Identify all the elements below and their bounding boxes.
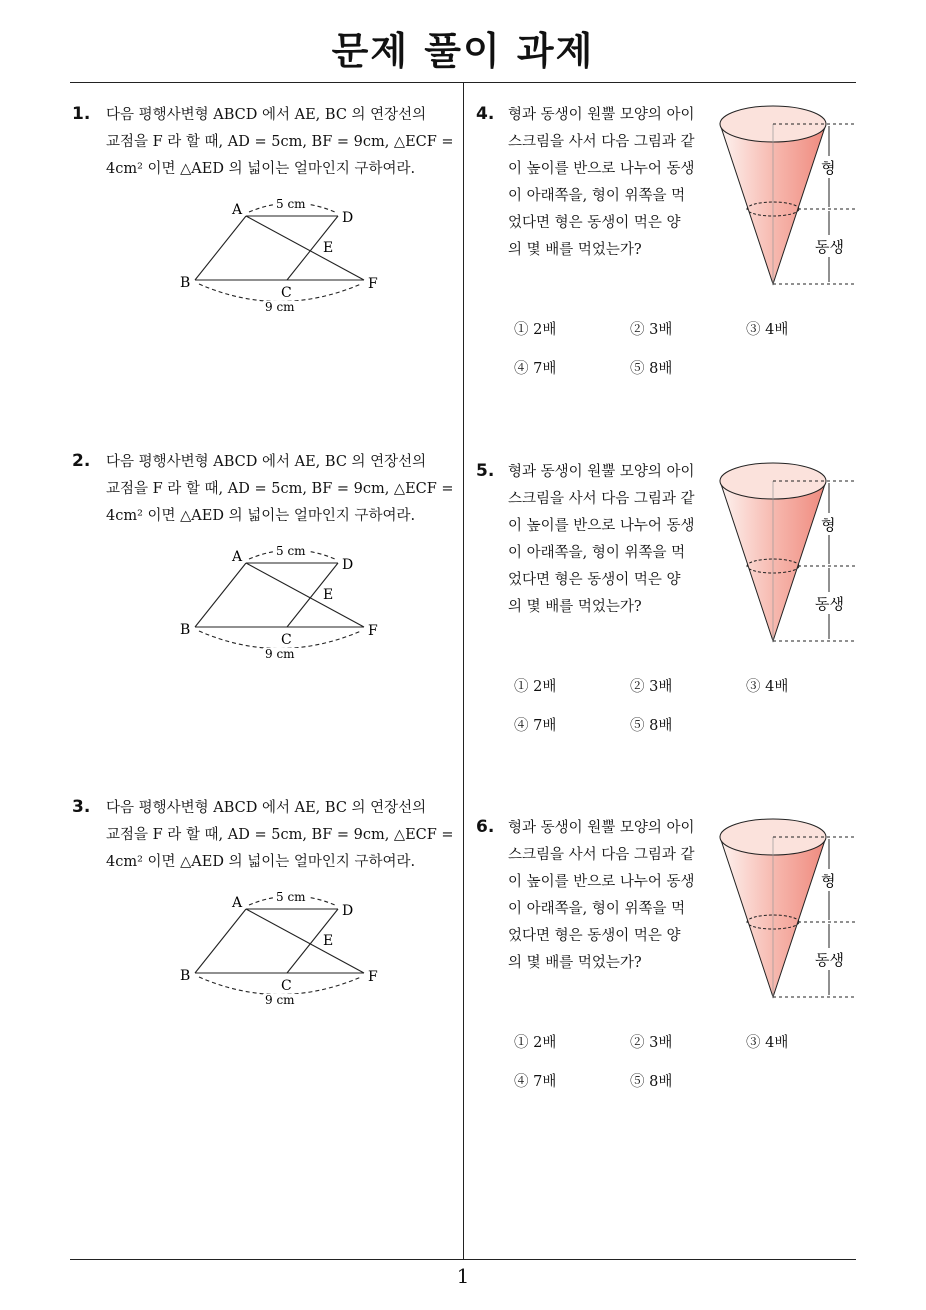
problem-line: 다음 평행사변형 ABCD 에서 AE, BC 의 연장선의 <box>106 454 427 470</box>
problem-line: 의 몇 배를 먹었는가? <box>508 955 642 971</box>
problem-line: 이 아래쪽을, 형이 위쪽을 먹 <box>508 901 686 917</box>
problem-line: 다음 평행사변형 ABCD 에서 AE, BC 의 연장선의 <box>106 800 427 816</box>
vertex-label-a: A <box>232 549 243 565</box>
problem-number: 4. <box>476 104 495 124</box>
problem-line: 이 아래쪽을, 형이 위쪽을 먹 <box>508 545 686 561</box>
vertex-label-e: E <box>323 587 334 603</box>
choice-3[interactable]: ③ 4배 <box>746 322 789 338</box>
icecream-cone-figure <box>716 104 856 294</box>
choice-1[interactable]: ① 2배 <box>514 679 557 695</box>
problem-line: 교점을 F 라 할 때, AD = 5cm, BF = 9cm, △ECF = <box>106 481 454 497</box>
bottom-length-label: 9 cm <box>265 993 295 1007</box>
problem-line: 이 높이를 반으로 나누어 동생 <box>508 518 695 534</box>
problem-number: 3. <box>72 797 91 817</box>
problem-line: 의 몇 배를 먹었는가? <box>508 242 642 258</box>
vertex-label-c: C <box>281 978 292 994</box>
vertex-label-a: A <box>232 895 243 911</box>
choice-4[interactable]: ④ 7배 <box>514 1074 557 1090</box>
vertex-label-e: E <box>323 933 334 949</box>
choice-4[interactable]: ④ 7배 <box>514 718 557 734</box>
footer-rule <box>70 1259 856 1260</box>
problem-text <box>106 449 456 530</box>
problem-text <box>106 102 456 183</box>
parallelogram-figure <box>177 541 397 666</box>
problem-text <box>508 815 703 977</box>
choice-2[interactable]: ② 3배 <box>630 1035 673 1051</box>
upper-part-label: 형 <box>821 872 836 890</box>
choice-1[interactable]: ① 2배 <box>514 322 557 338</box>
vertex-label-b: B <box>180 275 191 291</box>
column-divider <box>463 83 464 1259</box>
choice-5[interactable]: ⑤ 8배 <box>630 361 673 377</box>
choice-3[interactable]: ③ 4배 <box>746 679 789 695</box>
problem-line: 이 아래쪽을, 형이 위쪽을 먹 <box>508 188 686 204</box>
vertex-label-b: B <box>180 622 191 638</box>
parallelogram-figure <box>177 194 397 319</box>
problem-line: 형과 동생이 원뿔 모양의 아이 <box>508 820 695 836</box>
page-title: 문제 풀이 과제 <box>331 29 595 73</box>
vertex-label-d: D <box>342 557 354 573</box>
parallelogram-figure <box>177 887 397 1012</box>
vertex-label-f: F <box>368 276 378 292</box>
choice-3[interactable]: ③ 4배 <box>746 1035 789 1051</box>
upper-part-label: 형 <box>821 516 836 534</box>
vertex-label-d: D <box>342 210 354 226</box>
problem-text <box>508 102 703 264</box>
problem-line: 4cm² 이면 △AED 의 넓이는 얼마인지 구하여라. <box>106 508 416 524</box>
upper-part-label: 형 <box>821 159 836 177</box>
choice-2[interactable]: ② 3배 <box>630 679 673 695</box>
icecream-cone-figure <box>716 817 856 1007</box>
problem-line: 스크림을 사서 다음 그림과 같 <box>508 491 695 507</box>
top-length-label: 5 cm <box>276 544 306 558</box>
icecream-cone-figure <box>716 461 856 651</box>
vertex-label-f: F <box>368 623 378 639</box>
bottom-length-label: 9 cm <box>265 300 295 314</box>
choice-1[interactable]: ① 2배 <box>514 1035 557 1051</box>
vertex-label-a: A <box>232 202 243 218</box>
problem-line: 었다면 형은 동생이 먹은 양 <box>508 215 681 231</box>
problem-text <box>508 459 703 621</box>
vertex-label-e: E <box>323 240 334 256</box>
vertex-label-c: C <box>281 285 292 301</box>
top-length-label: 5 cm <box>276 890 306 904</box>
choice-5[interactable]: ⑤ 8배 <box>630 718 673 734</box>
problem-line: 이 높이를 반으로 나누어 동생 <box>508 161 695 177</box>
problem-number: 2. <box>72 451 91 471</box>
vertex-label-b: B <box>180 968 191 984</box>
problem-number: 6. <box>476 817 495 837</box>
problem-line: 스크림을 사서 다음 그림과 같 <box>508 847 695 863</box>
vertex-label-d: D <box>342 903 354 919</box>
problem-line: 이 높이를 반으로 나누어 동생 <box>508 874 695 890</box>
choice-2[interactable]: ② 3배 <box>630 322 673 338</box>
problem-line: 교점을 F 라 할 때, AD = 5cm, BF = 9cm, △ECF = <box>106 134 454 150</box>
bottom-length-label: 9 cm <box>265 647 295 661</box>
problem-line: 형과 동생이 원뿔 모양의 아이 <box>508 464 695 480</box>
problem-line: 4cm² 이면 △AED 의 넓이는 얼마인지 구하여라. <box>106 161 416 177</box>
problem-line: 교점을 F 라 할 때, AD = 5cm, BF = 9cm, △ECF = <box>106 827 454 843</box>
lower-part-label: 동생 <box>815 595 844 613</box>
problem-line: 4cm² 이면 △AED 의 넓이는 얼마인지 구하여라. <box>106 854 416 870</box>
vertex-label-c: C <box>281 632 292 648</box>
problem-line: 스크림을 사서 다음 그림과 같 <box>508 134 695 150</box>
choice-4[interactable]: ④ 7배 <box>514 361 557 377</box>
problem-text <box>106 795 456 876</box>
problem-line: 형과 동생이 원뿔 모양의 아이 <box>508 107 695 123</box>
top-length-label: 5 cm <box>276 197 306 211</box>
page-number: 1 <box>456 1264 470 1288</box>
lower-part-label: 동생 <box>815 951 844 969</box>
problem-line: 의 몇 배를 먹었는가? <box>508 599 642 615</box>
problem-line: 다음 평행사변형 ABCD 에서 AE, BC 의 연장선의 <box>106 107 427 123</box>
problem-line: 었다면 형은 동생이 먹은 양 <box>508 572 681 588</box>
problem-number: 5. <box>476 461 495 481</box>
vertex-label-f: F <box>368 969 378 985</box>
choice-5[interactable]: ⑤ 8배 <box>630 1074 673 1090</box>
problem-number: 1. <box>72 104 91 124</box>
lower-part-label: 동생 <box>815 238 844 256</box>
problem-line: 었다면 형은 동생이 먹은 양 <box>508 928 681 944</box>
